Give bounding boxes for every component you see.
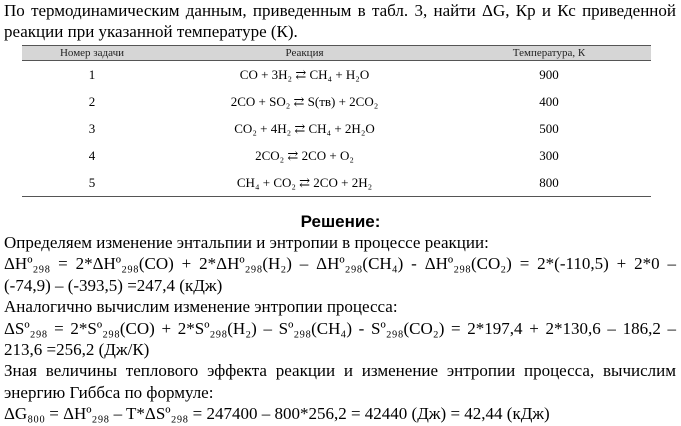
solution-paragraph: Определяем изменение энтальпии и энтропии в процессе реакции: bbox=[4, 233, 489, 252]
header-task-number: Номер задачи bbox=[22, 46, 162, 61]
table-header-row bbox=[22, 46, 651, 61]
solution-body bbox=[4, 232, 676, 425]
reaction: CO + 3H₂ ⇄ CH₄ + H₂O bbox=[239, 66, 370, 82]
reactions-table bbox=[22, 45, 651, 197]
solution-paragraph: Аналогично вычислим изменение энтропии процесса: bbox=[4, 297, 398, 317]
solution-paragraph: Зная величины теплового эффекта реакции и изменение энтропии процесса, вычислим энергию Гиббса по формуле: bbox=[4, 361, 676, 402]
temperature: 400 bbox=[539, 93, 559, 109]
table-row bbox=[22, 88, 651, 115]
header-temperature: Температура, К bbox=[447, 46, 651, 61]
task-number: 3 bbox=[88, 120, 96, 136]
table-row bbox=[22, 61, 651, 89]
task-number: 1 bbox=[88, 66, 96, 82]
reaction: 2CO₂ ⇄ 2CO + O₂ bbox=[255, 147, 354, 163]
temperature: 500 bbox=[539, 120, 559, 136]
task-number: 5 bbox=[22, 169, 162, 197]
gibbs-formula: ΔG₈₀₀ = ΔHº₂₉₈ – T*ΔSº₂₉₈ = 247400 – 800*256,2 = 42440 (Дж) = 42,44 (кДж) bbox=[4, 404, 550, 424]
reaction: CO₂ + 4H₂ ⇄ CH₄ + 2H₂O bbox=[234, 120, 375, 136]
solution-heading: Решение: bbox=[300, 212, 381, 231]
intro-text: По термодинамическим данным, приведенным в табл. 3, найти ΔG, Кр и Кс приведенной реакции при указанной температуре (К). bbox=[4, 1, 676, 41]
header-reaction: Реакция bbox=[162, 46, 447, 61]
enthalpy-formula: ΔHº₂₉₈ = 2*ΔHº₂₉₈(CO) + 2*ΔHº₂₉₈(H₂) – ΔHº₂₉₈(CH₄) - ΔHº₂₉₈(CO₂) = 2*(-110,5) + 2*0 – (-74,9) – (-393,5) =247,4 (кДж) bbox=[4, 254, 676, 295]
table-row bbox=[22, 115, 651, 142]
reaction: 2CO + SO₂ ⇄ S(тв) + 2CO₂ bbox=[230, 93, 379, 109]
reaction: CH₄ + CO₂ ⇄ 2CO + 2H₂ bbox=[162, 169, 447, 197]
temperature: 800 bbox=[447, 169, 651, 197]
temperature: 300 bbox=[539, 147, 559, 163]
table-row bbox=[22, 142, 651, 169]
entropy-formula: ΔSº₂₉₈ = 2*Sº₂₉₈(CO) + 2*Sº₂₉₈(H₂) – Sº₂₉₈(CH₄) - Sº₂₉₈(CO₂) = 2*197,4 + 2*130,6 – 186,2 – 213,6 =256,2 (Дж/К) bbox=[4, 318, 676, 360]
task-number: 2 bbox=[88, 93, 96, 109]
task-number: 4 bbox=[88, 147, 96, 163]
temperature: 900 bbox=[539, 66, 559, 82]
table-row bbox=[22, 169, 651, 197]
